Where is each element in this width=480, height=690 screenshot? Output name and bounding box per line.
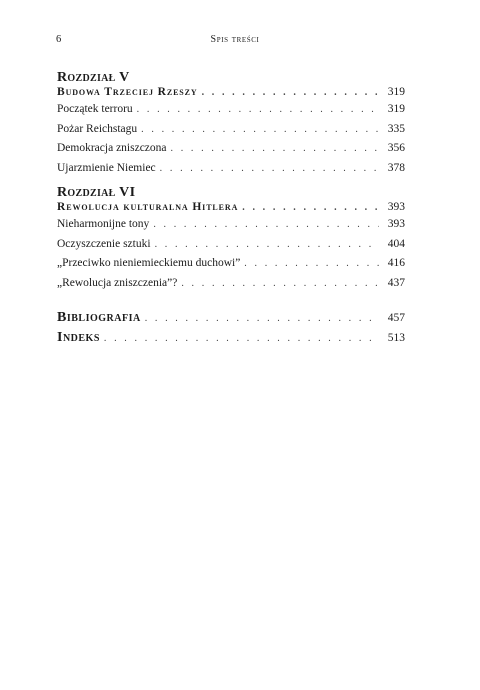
dot-leader <box>202 85 379 100</box>
toc-entry-index[interactable] <box>57 328 405 348</box>
toc-entry[interactable] <box>57 159 405 179</box>
page-header <box>56 34 414 50</box>
spacer <box>57 300 405 308</box>
dot-leader <box>137 101 379 120</box>
dot-leader <box>141 121 379 140</box>
toc-entry[interactable] <box>57 120 405 140</box>
toc-entry-title: Ujarzmienie Niemiec <box>57 161 156 174</box>
toc-entry[interactable] <box>57 235 405 255</box>
chapter-heading: Rozdział VI <box>57 185 136 200</box>
chapter-block <box>57 185 405 293</box>
toc-entry-page: 457 <box>387 312 405 324</box>
toc-entry-title: Oczyszczenie sztuki <box>57 237 151 250</box>
toc-entry-page: 416 <box>387 257 405 269</box>
chapter-heading: Rozdział V <box>57 70 130 85</box>
dot-leader <box>155 236 379 255</box>
dot-leader <box>160 160 379 179</box>
toc-entry-title: Demokracja zniszczona <box>57 142 167 154</box>
toc-entry-title: Nieharmonijne tony <box>57 218 150 230</box>
toc-entry[interactable] <box>57 274 405 294</box>
dot-leader <box>145 309 379 328</box>
page-number: 6 <box>56 34 62 45</box>
toc-entry-page: 393 <box>387 201 405 213</box>
chapter-block <box>57 70 405 178</box>
toc-entry-bibliography[interactable] <box>57 308 405 328</box>
toc-entry-page: 356 <box>387 142 405 154</box>
toc-entry-page: 513 <box>387 332 405 344</box>
toc-entry[interactable] <box>57 100 405 120</box>
dot-leader <box>181 275 379 294</box>
toc-entry-title: Początek terroru <box>57 103 133 115</box>
toc-entry-page: 378 <box>387 161 405 174</box>
toc-entry-page: 335 <box>387 122 405 135</box>
dot-leader <box>104 329 379 348</box>
toc-entry[interactable] <box>57 139 405 159</box>
toc-entry-page: 393 <box>387 218 405 230</box>
toc-entry-page: 437 <box>387 276 405 289</box>
running-head: Spis treści <box>210 34 260 45</box>
toc-entry-title: Pożar Reichstagu <box>57 122 138 135</box>
toc-entry-page: 319 <box>387 86 405 98</box>
toc-entry-title: Bibliografia <box>57 310 141 325</box>
dot-leader <box>153 216 379 235</box>
toc-entry-part-title[interactable] <box>57 85 405 100</box>
dot-leader <box>242 200 379 215</box>
toc-entry[interactable] <box>57 254 405 274</box>
toc-entry-title: Indeks <box>57 330 100 345</box>
toc-entry-title: Budowa Trzeciej Rzeszy <box>57 86 198 98</box>
table-of-contents <box>57 70 405 348</box>
toc-entry-page: 319 <box>387 103 405 115</box>
toc-entry-title: „Przeciwko nieniemieckiemu duchowi” <box>57 257 241 269</box>
toc-entry[interactable] <box>57 215 405 235</box>
toc-entry-title: „Rewolucja zniszczenia”? <box>57 276 178 289</box>
toc-entry-page: 404 <box>387 237 405 250</box>
dot-leader <box>171 140 379 159</box>
toc-entry-part-title[interactable] <box>57 200 405 215</box>
dot-leader <box>244 255 379 274</box>
toc-entry-title: Rewolucja kulturalna Hitlera <box>57 201 239 213</box>
